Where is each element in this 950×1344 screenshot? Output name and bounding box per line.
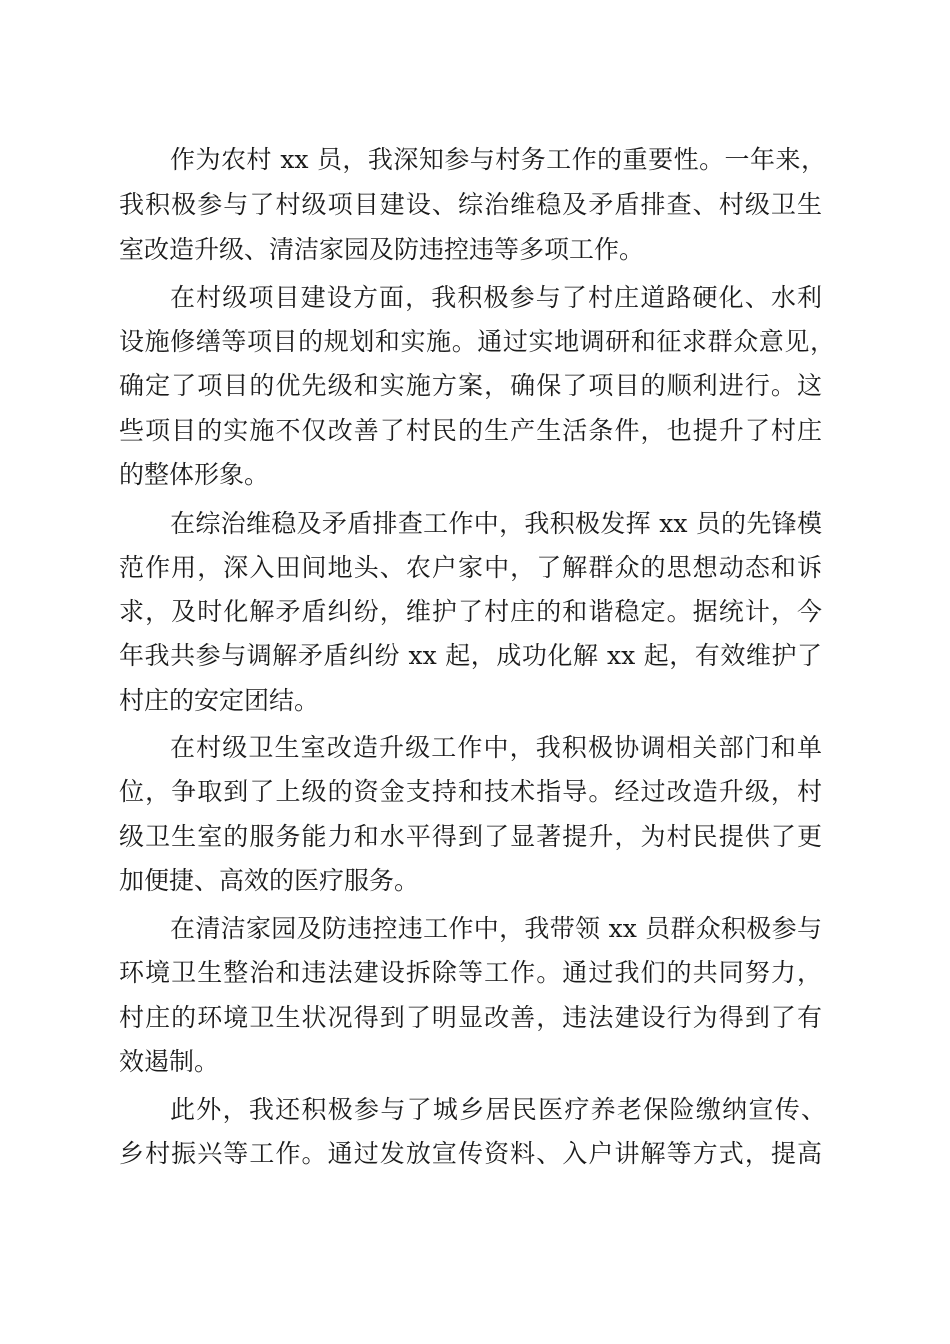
- paragraph-4-line-3: 级卫生室的服务能力和水平得到了显著提升，为村民提供了更: [119, 822, 822, 851]
- paragraph-5-line-2: 环境卫生整治和违法建设拆除等工作。通过我们的共同努力，: [119, 958, 822, 987]
- paragraph-3-line-3: 求，及时化解矛盾纠纷，维护了村庄的和谐稳定。据统计，今: [119, 597, 822, 626]
- paragraph-4-line-4: 加便捷、高效的医疗服务。: [119, 866, 420, 895]
- paragraph-1-line-3: 室改造升级、清洁家园及防违控违等多项工作。: [119, 235, 645, 264]
- paragraph-3-line-4: 年我共参与调解矛盾纠纷 xx 起，成功化解 xx 起，有效维护了: [119, 641, 822, 670]
- paragraph-4-line-2: 位，争取到了上级的资金支持和技术指导。经过改造升级，村: [119, 777, 822, 806]
- paragraph-3-line-2: 范作用，深入田间地头、农户家中，了解群众的思想动态和诉: [119, 553, 822, 582]
- paragraph-5-line-3: 村庄的环境卫生状况得到了明显改善，违法建设行为得到了有: [119, 1003, 822, 1032]
- paragraph-4-line-1: 在村级卫生室改造升级工作中，我积极协调相关部门和单: [170, 733, 822, 762]
- paragraph-3-line-1: 在综治维稳及矛盾排查工作中，我积极发挥 xx 员的先锋模: [170, 509, 822, 538]
- paragraph-5-line-1: 在清洁家园及防违控违工作中，我带领 xx 员群众积极参与: [170, 914, 822, 943]
- paragraph-2-line-5: 的整体形象。: [119, 460, 270, 489]
- paragraph-5-line-4: 效遏制。: [119, 1047, 220, 1076]
- paragraph-2-line-2: 设施修缮等项目的规划和实施。通过实地调研和征求群众意见，: [119, 327, 835, 356]
- paragraph-2-line-4: 些项目的实施不仅改善了村民的生产生活条件，也提升了村庄: [119, 416, 822, 445]
- paragraph-1-line-2: 我积极参与了村级项目建设、综治维稳及矛盾排查、村级卫生: [119, 190, 822, 219]
- paragraph-3-line-5: 村庄的安定团结。: [119, 686, 320, 715]
- paragraph-6-line-2: 乡村振兴等工作。通过发放宣传资料、入户讲解等方式，提高: [119, 1139, 822, 1168]
- paragraph-6-line-1: 此外，我还积极参与了城乡居民医疗养老保险缴纳宣传、: [170, 1095, 826, 1124]
- paragraph-2-line-3: 确定了项目的优先级和实施方案，确保了项目的顺利进行。这: [119, 371, 822, 400]
- paragraph-1-line-1: 作为农村 xx 员，我深知参与村务工作的重要性。一年来，: [170, 145, 826, 174]
- paragraph-2-line-1: 在村级项目建设方面，我积极参与了村庄道路硬化、水利: [170, 283, 822, 312]
